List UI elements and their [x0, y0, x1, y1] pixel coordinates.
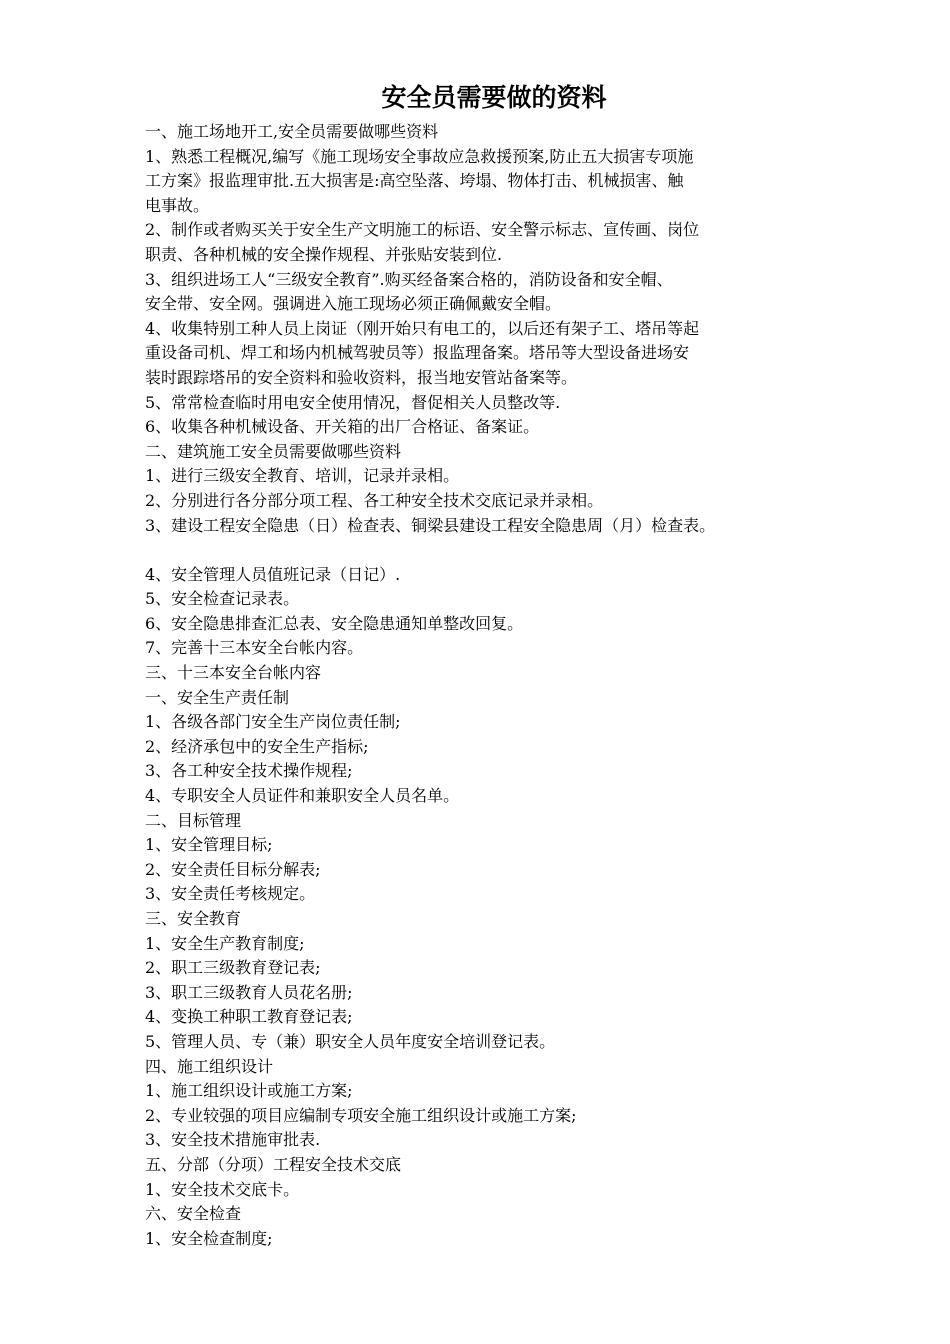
text-line: 装时跟踪塔吊的安全资料和验收资料，报当地安管站备案等。 [145, 367, 578, 387]
text-line: 二、建筑施工安全员需要做哪些资料 [145, 441, 402, 461]
text-line: 1、熟悉工程概况,编写《施工现场安全事故应急救援预案,防止五大损害专项施 [145, 146, 694, 166]
text-line: 4、变换工种职工教育登记表; [145, 1007, 353, 1027]
document-body [145, 120, 835, 1251]
text-line: 2、职工三级教育登记表; [145, 958, 321, 978]
text-line: 五、分部（分项）工程安全技术交底 [145, 1154, 402, 1174]
text-line: 2、安全责任目标分解表; [145, 859, 321, 879]
text-line: 电事故。 [145, 195, 210, 215]
text-line: 2、专业较强的项目应编制专项安全施工组织设计或施工方案; [145, 1105, 577, 1125]
text-line: 3、安全技术措施审批表. [145, 1130, 321, 1150]
text-line: 三、安全教育 [145, 909, 242, 928]
text-line: 1、安全管理目标; [145, 835, 273, 855]
text-line: 3、职工三级教育人员花名册; [145, 982, 353, 1002]
text-line: 5、管理人员、专（兼）职安全人员年度安全培训登记表。 [145, 1031, 556, 1051]
text-line: 三、十三本安全台帐内容 [145, 663, 322, 683]
text-line: 3、各工种安全技术操作规程; [145, 761, 353, 781]
text-line: 3、组织进场工人“三级安全教育”.购买经备案合格的，消防设备和安全帽、 [145, 269, 673, 289]
blank-line [145, 538, 835, 563]
text-line: 六、安全检查 [145, 1204, 242, 1224]
text-line: 职责、各种机械的安全操作规程、并张贴安装到位. [145, 244, 503, 264]
text-line: 1、安全检查制度; [145, 1228, 273, 1248]
text-line: 重设备司机、焊工和场内机械驾驶员等）报监理备案。塔吊等大型设备进场安 [145, 343, 690, 363]
text-line: 1、施工组织设计或施工方案; [145, 1081, 353, 1101]
text-line: 安全带、安全网。强调进入施工现场必须正确佩戴安全帽。 [145, 294, 562, 314]
text-line: 5、常常检查临时用电安全使用情况，督促相关人员整改等. [145, 392, 561, 412]
text-line: 3、建设工程安全隐患（日）检查表、铜梁县建设工程安全隐患周（月）检查表。 [145, 515, 716, 535]
text-line: 7、完善十三本安全台帐内容。 [145, 638, 364, 658]
text-line: 一、安全生产责任制 [145, 687, 290, 707]
text-line: 5、安全检查记录表。 [145, 589, 300, 609]
text-line: 4、收集特别工种人员上岗证（刚开始只有电工的，以后还有架子工、塔吊等起 [145, 318, 700, 338]
text-line: 2、制作或者购买关于安全生产文明施工的标语、安全警示标志、宣传画、岗位 [145, 220, 700, 240]
text-line: 4、安全管理人员值班记录（日记）. [145, 564, 401, 584]
text-line: 一、施工场地开工,安全员需要做哪些资料 [145, 122, 439, 141]
text-line: 2、分别进行各分部分项工程、各工种安全技术交底记录并录相。 [145, 490, 604, 510]
text-line: 1、进行三级安全教育、培训，记录并录相。 [145, 466, 460, 486]
text-line: 二、目标管理 [145, 810, 242, 830]
text-line: 1、各级各部门安全生产岗位责任制; [145, 712, 401, 732]
text-line: 工方案》报监理审批.五大损害是:高空坠落、垮塌、物体打击、机械损害、触 [145, 171, 684, 191]
text-line: 2、经济承包中的安全生产指标; [145, 736, 369, 756]
text-line: 3、安全责任考核规定。 [145, 884, 316, 904]
text-line: 6、安全隐患排查汇总表、安全隐患通知单整改回复。 [145, 613, 524, 633]
text-line: 1、安全生产教育制度; [145, 933, 305, 953]
text-line: 四、施工组织设计 [145, 1056, 274, 1076]
text-line: 4、专职安全人员证件和兼职安全人员名单。 [145, 786, 460, 806]
text-line: 6、收集各种机械设备、开关箱的出厂合格证、备案证。 [145, 417, 540, 437]
document-page [145, 76, 835, 1251]
document-title: 安全员需要做的资料 [381, 83, 607, 112]
text-line: 1、安全技术交底卡。 [145, 1179, 300, 1199]
